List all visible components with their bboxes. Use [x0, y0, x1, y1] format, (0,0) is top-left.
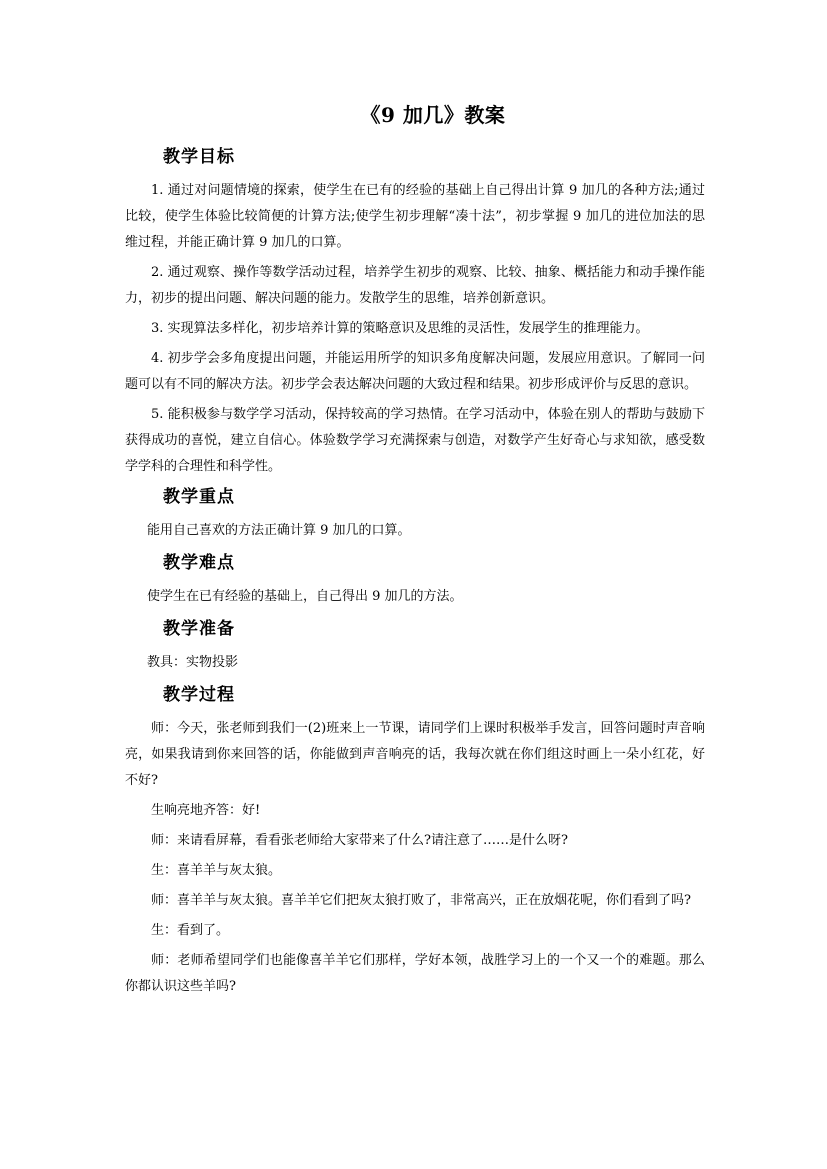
dialogue-line: 师：喜羊羊与灰太狼。喜羊羊它们把灰太狼打败了，非常高兴，正在放烟花呢，你们看到了吗?	[151, 893, 691, 908]
key-points-text: 能用自己喜欢的方法正确计算 9 加几的口算。	[147, 523, 411, 538]
dialogue-line: 生：喜羊羊与灰太狼。	[151, 863, 282, 878]
objective-item: 3. 实现算法多样化，初步培养计算的策略意识及思维的灵活性，发展学生的推理能力。	[151, 321, 649, 336]
objective-item: 2. 通过观察、操作等数学活动过程，培养学生初步的观察、比较、抽象、概括能力和动手操作能力，初步的提出问题、解决问题的能力。发散学生的思维，培养创新意识。	[125, 265, 705, 306]
preparation-heading: 教学准备	[163, 619, 235, 639]
objective-item: 4. 初步学会多角度提出问题，并能运用所学的知识多角度解决问题，发展应用意识。了解同一问题可以有不同的解决方法。初步学会表达解决问题的大致过程和结果。初步形成评价与反思的意识。	[125, 351, 705, 392]
objective-item: 5. 能积极参与数学学习活动，保持较高的学习热情。在学习活动中，体验在别人的帮助与鼓励下获得成功的喜悦，建立自信心。体验数学学习充满探索与创造，对数学产生好奇心与求知欲，感受数学学科的合理性和科学性。	[125, 407, 705, 474]
difficulties-text: 使学生在已有经验的基础上，自己得出 9 加几的方法。	[147, 589, 463, 604]
dialogue-line: 生：看到了。	[151, 923, 230, 938]
objective-item: 1. 通过对问题情境的探索，使学生在已有的经验的基础上自己得出计算 9 加几的各种方法;通过比较，使学生体验比较简便的计算方法;使学生初步理解“凑十法”，初步掌握 9 加几的进位加法的思维过程，并能正确计算 9 加几的口算。	[125, 183, 705, 250]
dialogue-line: 师：今天，张老师到我们一(2)班来上一节课，请同学们上课时积极举手发言，回答问题时声音响亮，如果我请到你来回答的话，你能做到声音响亮的话，我每次就在你们组这时画上一朵小红花，好不好?	[125, 721, 705, 788]
objectives-list	[125, 178, 705, 480]
dialogue-line: 师：老师希望同学们也能像喜羊羊它们那样，学好本领，战胜学习上的一个又一个的难题。那么你都认识这些羊吗?	[125, 953, 705, 994]
process-heading: 教学过程	[163, 685, 235, 705]
dialogue-line: 生响亮地齐答：好!	[151, 803, 261, 818]
dialogue-line: 师：来请看屏幕，看看张老师给大家带来了什么?请注意了……是什么呀?	[151, 833, 568, 848]
key-points-heading: 教学重点	[163, 487, 235, 507]
document-title: 《9 加几》教案	[360, 103, 506, 127]
difficulties-heading: 教学难点	[163, 553, 235, 573]
objectives-heading: 教学目标	[163, 147, 235, 167]
process-dialogue	[125, 716, 705, 1000]
preparation-text: 教具：实物投影	[147, 655, 239, 670]
document-body	[125, 100, 705, 1004]
